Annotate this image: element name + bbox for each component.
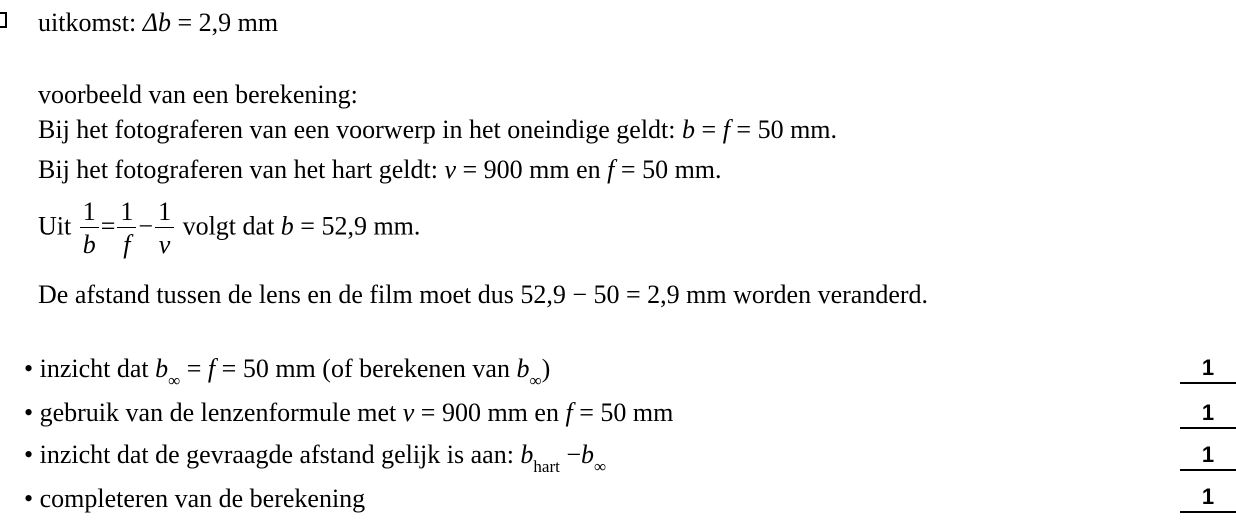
answer-label: uitkomst: xyxy=(38,8,137,37)
checkbox-marker xyxy=(0,12,7,28)
subscript-infinity: ∞ xyxy=(529,371,542,390)
example-line-1-value: = 50 mm. xyxy=(736,115,838,144)
criterion-2-v-value: = 900 mm en xyxy=(420,398,559,427)
example-line-2-text: Bij het fotograferen van het hart geldt: xyxy=(38,155,438,184)
bullet: • xyxy=(24,484,34,513)
example-line-2 xyxy=(38,157,722,183)
math-f: f xyxy=(207,354,216,383)
math-f: f xyxy=(607,155,615,184)
criterion-2-f-value: = 50 mm xyxy=(579,398,674,427)
example-line-4 xyxy=(38,282,928,308)
example-line-3-prefix: Uit xyxy=(38,211,72,241)
criterion-4 xyxy=(24,486,365,512)
criterion-text: inzicht dat de gevraagde afstand gelijk is aan: xyxy=(39,440,514,469)
criterion-3 xyxy=(24,440,607,476)
example-line-3-mid: volgt dat xyxy=(182,211,275,241)
fraction-1-over-f: $\frac{1}{f}$ xyxy=(117,199,136,258)
example-line-2-f-value: = 50 mm. xyxy=(620,155,722,184)
bullet: • xyxy=(24,440,34,469)
math-v: v xyxy=(402,398,415,427)
math-b: b xyxy=(280,211,294,241)
criterion-1-paren: (of berekenen van xyxy=(322,354,510,383)
criterion-text: gebruik van de lenzenformule met xyxy=(39,398,397,427)
score-1: 1 xyxy=(1180,357,1236,384)
score-4: 1 xyxy=(1180,486,1236,513)
bullet: • xyxy=(24,354,34,383)
math-b: b xyxy=(520,440,534,469)
example-line-4-calc: 52,9 − 50 = 2,9 mm xyxy=(520,280,727,309)
math-f: f xyxy=(565,398,573,427)
example-line-2-v-value: = 900 mm en xyxy=(462,155,601,184)
answer-line xyxy=(38,10,278,36)
math-b: b xyxy=(155,354,169,383)
criterion-1-paren-close: ) xyxy=(541,354,551,383)
example-line-3: Uit $\frac{1}{b}$ = $\frac{1}{f}$ − $\frac{1}{v}$ volgt dat b = 52,9 mm. xyxy=(38,197,421,259)
subscript-hart: hart xyxy=(533,457,560,476)
math-v: v xyxy=(444,155,457,184)
criterion-text: inzicht dat xyxy=(39,354,149,383)
criterion-1: • inzicht dat $b_\infty = f = 50$ mm (of berekenen van $b_\infty$) xyxy=(24,354,551,390)
answer-value: = 2,9 mm xyxy=(177,8,279,37)
answer-variable: Δb xyxy=(142,8,172,37)
criterion-text: completeren van de berekening xyxy=(39,484,366,513)
example-line-1-text: Bij het fotograferen van een voorwerp in het oneindige geldt: xyxy=(38,115,676,144)
minus-sign: − xyxy=(566,440,582,469)
math-b: b xyxy=(682,115,696,144)
example-line-4-text: De afstand tussen de lens en de film moet dus xyxy=(38,280,514,309)
math-b: b xyxy=(581,440,595,469)
example-heading: voorbeeld van een berekening: xyxy=(38,80,358,109)
score-3: 1 xyxy=(1180,444,1236,471)
subscript-infinity: ∞ xyxy=(594,457,607,476)
example-line-3-value: = 52,9 mm. xyxy=(300,211,421,241)
criterion-2 xyxy=(24,400,673,426)
math-b: b xyxy=(516,354,530,383)
score-2: 1 xyxy=(1180,402,1236,429)
example-line-1: Bij het fotograferen van een voorwerp in het oneindige geldt: b = f = 50 mm. xyxy=(38,115,838,144)
criterion-1-value: = 50 mm xyxy=(221,354,316,383)
subscript-infinity: ∞ xyxy=(168,371,181,390)
fraction-1-over-b: $\frac{1}{b}$ xyxy=(80,199,99,258)
fraction-1-over-v: $\frac{1}{v}$ xyxy=(155,199,174,258)
example-line-4-suffix: worden veranderd. xyxy=(733,280,929,309)
bullet: • xyxy=(24,398,34,427)
math-f: f xyxy=(722,115,730,144)
